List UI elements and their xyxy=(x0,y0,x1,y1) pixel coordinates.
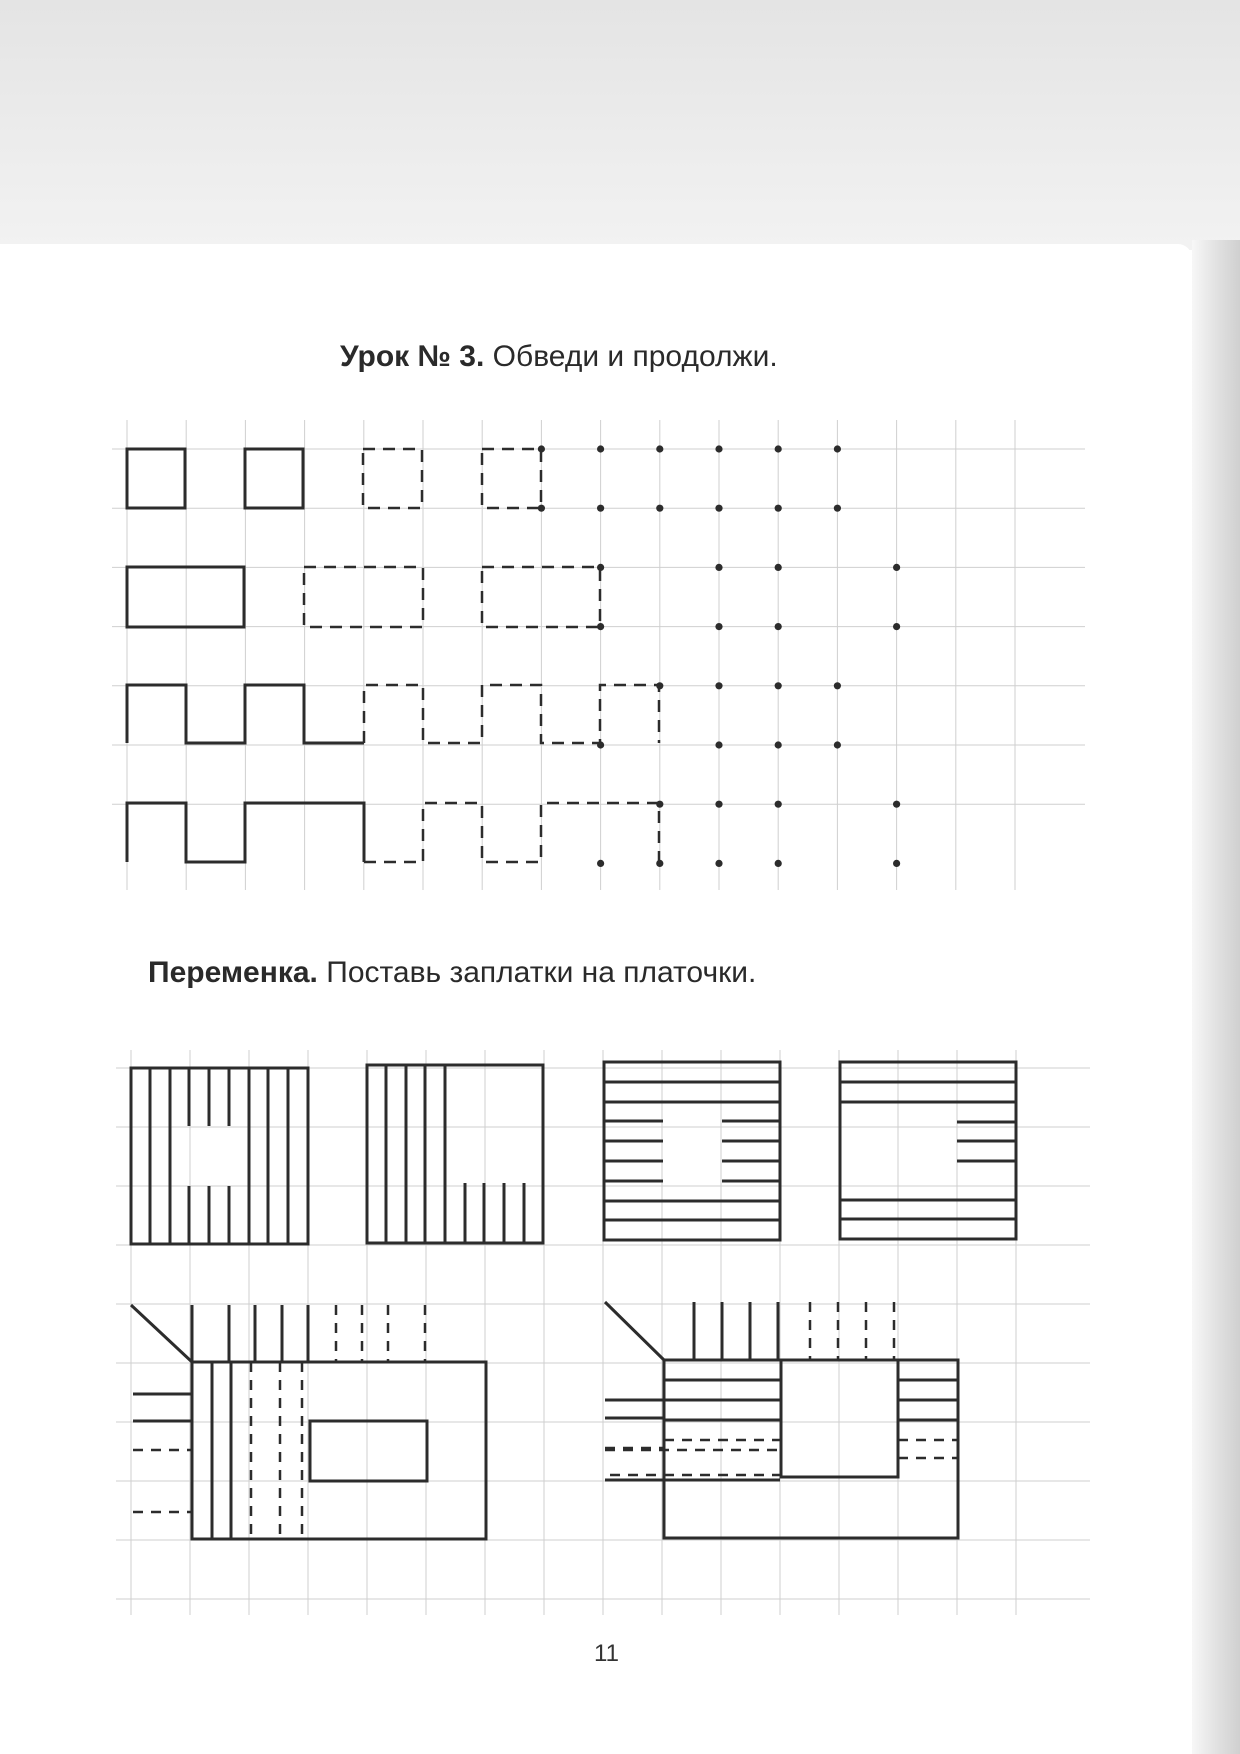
trace-dot xyxy=(775,682,782,689)
trace-dot xyxy=(834,682,841,689)
trace-dot xyxy=(656,505,663,512)
meander-solid-2 xyxy=(127,803,364,862)
trace-dot xyxy=(775,445,782,452)
trace-dot xyxy=(656,682,663,689)
trace-dot xyxy=(597,564,604,571)
square-dashed-1 xyxy=(363,449,422,508)
trace-dot xyxy=(775,801,782,808)
trace-dot xyxy=(715,741,722,748)
patch-piece-right xyxy=(605,1302,780,1480)
square-dashed-2 xyxy=(482,449,541,508)
trace-dot xyxy=(656,801,663,808)
handkerchief-4 xyxy=(840,1062,1016,1239)
rectangle-solid xyxy=(127,567,244,627)
handkerchief-5-hole xyxy=(310,1421,427,1481)
trace-dot xyxy=(775,623,782,630)
trace-dot xyxy=(597,741,604,748)
trace-dot xyxy=(775,860,782,867)
trace-dot xyxy=(656,445,663,452)
trace-dot xyxy=(715,623,722,630)
trace-dot xyxy=(775,741,782,748)
trace-dot xyxy=(715,445,722,452)
trace-dot xyxy=(775,505,782,512)
trace-dot xyxy=(715,505,722,512)
meander-dashed-1 xyxy=(364,685,659,743)
meander-solid-1 xyxy=(127,685,364,743)
handkerchief-2 xyxy=(367,1065,543,1243)
trace-dot xyxy=(715,860,722,867)
handkerchief-5-frame xyxy=(192,1362,486,1539)
trace-dot xyxy=(656,860,663,867)
break-heading-bold: Переменка. xyxy=(148,956,318,989)
handkerchief-2-frame xyxy=(367,1065,543,1243)
trace-dot xyxy=(834,741,841,748)
lesson-heading-instruction: Обведи и продолжи. xyxy=(492,340,778,373)
trace-dot xyxy=(834,445,841,452)
trace-dot xyxy=(597,445,604,452)
trace-grid xyxy=(112,420,1085,890)
handkerchief-1-frame xyxy=(131,1068,308,1244)
square-solid-1 xyxy=(127,449,185,508)
handkerchief-6-dashed xyxy=(664,1440,958,1458)
handkerchief-6-frame xyxy=(664,1360,958,1538)
square-solid-2 xyxy=(245,449,303,508)
trace-dot xyxy=(715,564,722,571)
trace-dot xyxy=(715,682,722,689)
trace-dot xyxy=(893,860,900,867)
break-heading xyxy=(148,956,756,990)
trace-dot xyxy=(597,505,604,512)
handkerchief-4-frame xyxy=(840,1062,1016,1239)
trace-dot xyxy=(893,564,900,571)
handkerchief-5 xyxy=(192,1362,486,1539)
handkerchief-6 xyxy=(664,1360,958,1538)
handkerchief-5-dashed xyxy=(251,1362,302,1539)
handkerchief-1 xyxy=(131,1068,308,1244)
trace-dot xyxy=(834,505,841,512)
trace-dot xyxy=(775,564,782,571)
lesson-heading-bold: Урок № 3. xyxy=(340,340,485,373)
trace-dot xyxy=(538,505,545,512)
trace-exercise-dashed xyxy=(304,449,659,862)
meander-dashed-2 xyxy=(364,803,659,862)
trace-dot xyxy=(597,860,604,867)
trace-dot xyxy=(715,801,722,808)
trace-dot xyxy=(893,623,900,630)
trace-dot xyxy=(538,445,545,452)
handkerchief-3-frame xyxy=(604,1062,780,1240)
page-number: 11 xyxy=(594,1640,619,1667)
handkerchief-3 xyxy=(604,1062,780,1240)
break-heading-instruction: Поставь заплатки на платочки. xyxy=(326,956,757,989)
trace-dot xyxy=(597,623,604,630)
trace-dot xyxy=(893,801,900,808)
